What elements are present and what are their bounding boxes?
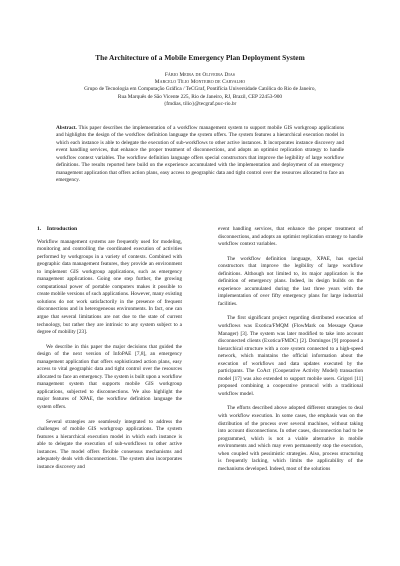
body-paragraph: The workflow definition language, XPAE, has special constructors that improve the legibility of large workflow definitions. Although not limited to, its major application is the definition of emergency plans. Indeed, its design builds on the experience accumulated during the last three years with the implementation of over fifty emergency plans for large industrial facilities.	[218, 255, 363, 307]
affiliation-address: Rua Marquês de São Vicente 225, Rio de Janeiro, RJ, Brazil, CEP 22453-900	[117, 93, 283, 100]
right-column	[218, 226, 363, 480]
abstract	[56, 125, 344, 185]
author-block	[40, 72, 360, 108]
author-name: Fábio Meira de Oliveira Dias	[164, 72, 236, 78]
author-name: Marcelo Tílio Monteiro de Carvalho	[154, 79, 246, 86]
author-emails: {fmdias, tilio}@tecgraf.puc-rio.br	[163, 100, 237, 107]
body-paragraph: The first significant project regarding distributed execution of workflows was Exotica/FMQM (FlowMark on Message Queue Manager) [3]. The system was later modified to take into account disconnected clients (Exotica/FMDC) [2]. Domingos [9] proposed a hierarchical structure with a core system connected to a high-speed network, which maintains the official information about the execution of workflows and data updates executed by the participants. The CoAct (Cooperative Activity Model) transaction model [17] was also extended to support mobile users. Grigori [11] proposed combining a cooperative protocol with a traditional workflow model.	[218, 315, 363, 397]
abstract-label: Abstract.	[56, 125, 77, 131]
body-paragraph: Several strategies are seamlessly integrated to address the challenges of mobile GIS workgroup applications. The system features a hierarchical execution model in which each instance is able to delegate the execution of sub-workflows to other active instances. The model offers flexible consensus mechanisms and adequately deals with disconnections. The system also incorporates instance discovery and	[37, 418, 182, 470]
abstract-text: This paper describes the implementation of a workflow management system to support mobile GIS workgroup applications and highlights the design of the workflow definition language the system offers. The system features a hierarchical execution model in which each instance is able to delegate the execution of sub-workflows to other active instances. It incorporates instance discovery and event handling services, that enhance the proper treatment of disconnections, and adopts an optimist replication strategy to handle workflow context variables. The workflow definition language offers special constructors that improve the legibility of large workflow definitions. The results reported here build on the experience accumulated with the implementation and deployment of an emergency management application that offers action plans, easy access to geographic data and tight control over the resources allocated to face an emergency.	[56, 125, 345, 184]
body-paragraph: Workflow management systems are frequently used for modeling, monitoring and controlling the coordinated execution of activities performed by workgroups in a variety of contexts. Combined with geographic data management features, they provide an environment to implement GIS workgroup applications, such as emergency management applications. Going one step further, the growing computational power of portable computers makes it possible to create mobile versions of such applications. However, many existing solutions do not work satisfactorily in the presence of frequent disconnections and in heterogeneous environments. In fact, one can argue that several limitations are not due to the state of current technology, but rather they are intrinsic to any system subject to a degree of mobility [23].	[37, 238, 182, 336]
paper-title: The Architecture of a Mobile Emergency Plan Deployment System	[95, 53, 305, 62]
affiliation-line: Grupo de Tecnologia em Computação Gráfica / TeCGraf, Pontifícia Universidade Católica do Rio de Janeiro,	[84, 86, 316, 93]
body-paragraph: The efforts described above adopted different strategies to deal with workflow execution. In some cases, the emphasis was on the distribution of the process over several machines, without taking into account disconnections. In other cases, disconnection had to be programmed, which is not a viable alternative in mobile environments and which may even permanently stop the execution, when coupled with pessimistic strategies. Also, process structuring is frequently lacking, which limits the applicability of the mechanisms developed. Indeed, most of the solutions	[218, 405, 363, 472]
body-paragraph: We describe in this paper the major decisions that guided the design of the next version of InfoPAE [7,8], an emergency management application that offers sophisticated action plans, easy access to vital geographic data and tight control over the resources allocated to face an emergency. The system is built upon a workflow management system that supports mobile GIS workgroup applications, subjected to disconnections. We also highlight the major features of XPAE, the workflow definition language the system offers.	[37, 343, 182, 411]
section-heading: 1. Introduction	[37, 226, 78, 232]
left-column	[37, 226, 182, 478]
body-paragraph: event handling services, that enhance the proper treatment of disconnections, and adopts an optimist replication strategy to handle workflow context variables.	[218, 226, 363, 248]
